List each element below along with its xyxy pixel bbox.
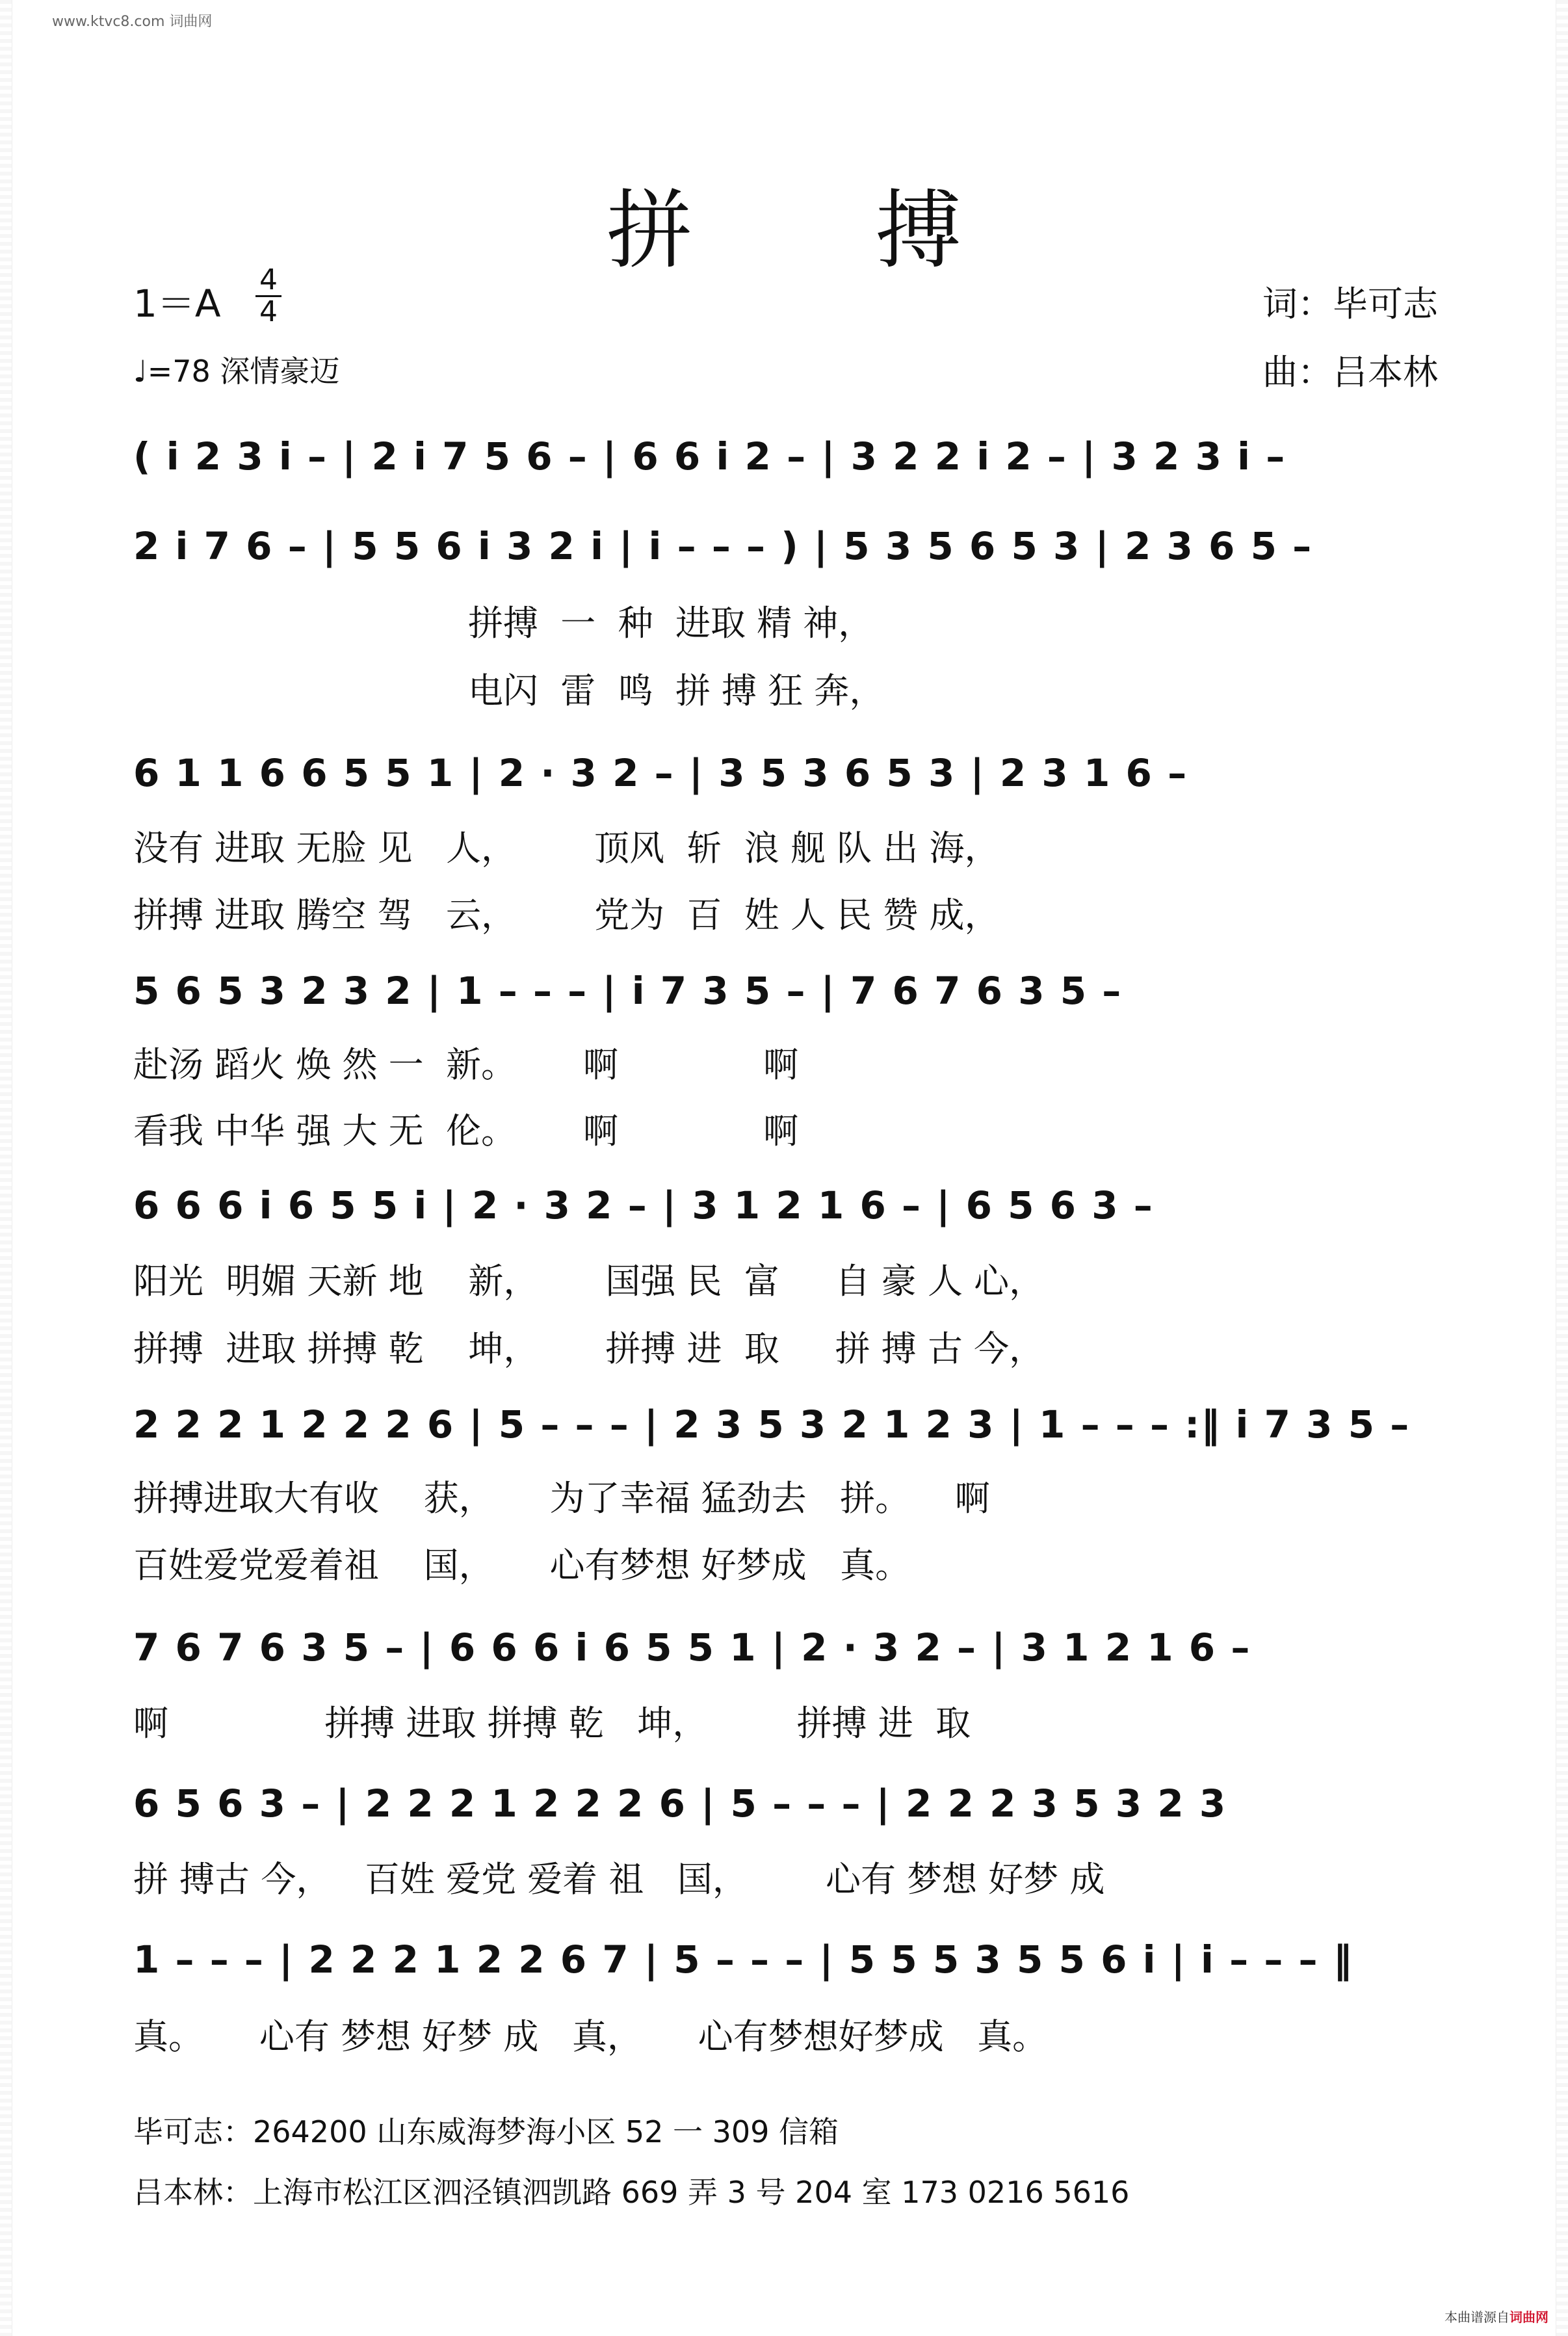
key-signature: 1＝A	[133, 282, 221, 326]
time-signature	[255, 265, 281, 327]
notation-line-4: 5 6 5 3 2 3 2 | 1 – – – | i 7 3 5 – | 7 6 7 6 3 5 –	[133, 969, 1123, 1013]
lyric-line-9: 真。 心有 梦想 好梦 成 真， 心有梦想好梦成 真。	[133, 2016, 1048, 2057]
badge-prefix: 本曲谱源自	[1444, 2309, 1509, 2325]
left-margin-strip	[0, 0, 12, 2336]
notation-line-6: 2 2 2 1 2 2 2 6 | 5 – – – | 2 3 5 3 2 1 2 3 | 1 – – – :‖ i 7 3 5 –	[133, 1402, 1411, 1447]
badge-brand: 词曲网	[1509, 2309, 1548, 2325]
lyric-line-8: 拼 搏古 今， 百姓 爱党 爱着 祖 国， 心有 梦想 好梦 成	[133, 1859, 1105, 1900]
right-margin-strip	[1556, 0, 1568, 2336]
lyricist-credit: 词：毕可志	[1262, 283, 1438, 324]
lyric-line-3-verse-2: 拼搏 进取 腾空 驾 云， 党为 百 姓 人 民 赞 成，	[133, 895, 1000, 936]
lyric-line-6-verse-2: 百姓爱党爱着祖 国， 心有梦想 好梦成 真。	[133, 1545, 911, 1586]
notation-line-2: 2 i 7 6 – | 5 5 6 i 3 2 i | i – – – ) | 5 3 5 6 5 3 | 2 3 6 5 –	[133, 524, 1313, 568]
lyric-line-3-verse-1: 没有 进取 无脸 见 人， 顶风 斩 浪 舰 队 出 海，	[133, 828, 1000, 869]
site-url[interactable]: www.ktvc8.com 词曲网	[52, 14, 213, 30]
lyric-line-7: 啊 拼搏 进取 拼搏 乾 坤， 拼搏 进 取	[133, 1703, 971, 1744]
notation-line-7: 7 6 7 6 3 5 – | 6 6 6 i 6 5 5 1 | 2 · 3 2 – | 3 1 2 1 6 –	[133, 1625, 1251, 1670]
song-title: 拼 搏	[607, 181, 1039, 281]
notation-line-3: 6 1 1 6 6 5 5 1 | 2 · 3 2 – | 3 5 3 6 5 3 | 2 3 1 6 –	[133, 751, 1188, 795]
notation-line-9: 1 – – – | 2 2 2 1 2 2 6 7 | 5 – – – | 5 5 5 3 5 5 6 i | i – – – ‖	[133, 1937, 1353, 1982]
composer-credit: 曲：吕本林	[1262, 352, 1438, 393]
source-badge[interactable]	[1444, 2307, 1548, 2326]
lyric-line-6-verse-1: 拼搏进取大有收 获， 为了幸福 猛劲去 拼。 啊	[133, 1478, 990, 1519]
lyric-line-2-verse-1: 拼搏 一 种 进取 精 神，	[133, 603, 874, 644]
lyric-line-5-verse-1: 阳光 明媚 天新 地 新， 国强 民 富 自 豪 人 心，	[133, 1261, 1045, 1302]
composer-address: 吕本林：上海市松江区泗泾镇泗凯路 669 弄 3 号 204 室 173 0216 5616	[133, 2175, 1130, 2210]
lyric-line-5-verse-2: 拼搏 进取 拼搏 乾 坤， 拼搏 进 取 拼 搏 古 今，	[133, 1328, 1045, 1369]
lyric-line-4-verse-2: 看我 中华 强 大 无 伦。 啊 啊	[133, 1110, 799, 1151]
tempo-marking: ♩=78 深情豪迈	[133, 354, 340, 389]
lyricist-address: 毕可志：264200 山东威海梦海小区 52 一 309 信箱	[133, 2114, 839, 2149]
notation-line-1: ( i 2 3 i – | 2 i 7 5 6 – | 6 6 i 2 – | 3 2 2 i 2 – | 3 2 3 i –	[133, 434, 1287, 479]
notation-line-8: 6 5 6 3 – | 2 2 2 1 2 2 2 6 | 5 – – – | 2 2 2 3 5 3 2 3	[133, 1781, 1227, 1826]
notation-line-5: 6 6 6 i 6 5 5 i | 2 · 3 2 – | 3 1 2 1 6 – | 6 5 6 3 –	[133, 1183, 1154, 1227]
meter-top: 4	[255, 265, 281, 297]
meter-bottom: 4	[259, 295, 278, 328]
lyric-line-4-verse-1: 赴汤 蹈火 焕 然 一 新。 啊 啊	[133, 1044, 799, 1085]
lyric-line-2-verse-2: 电闪 雷 鸣 拼 搏 狂 奔，	[133, 670, 885, 711]
